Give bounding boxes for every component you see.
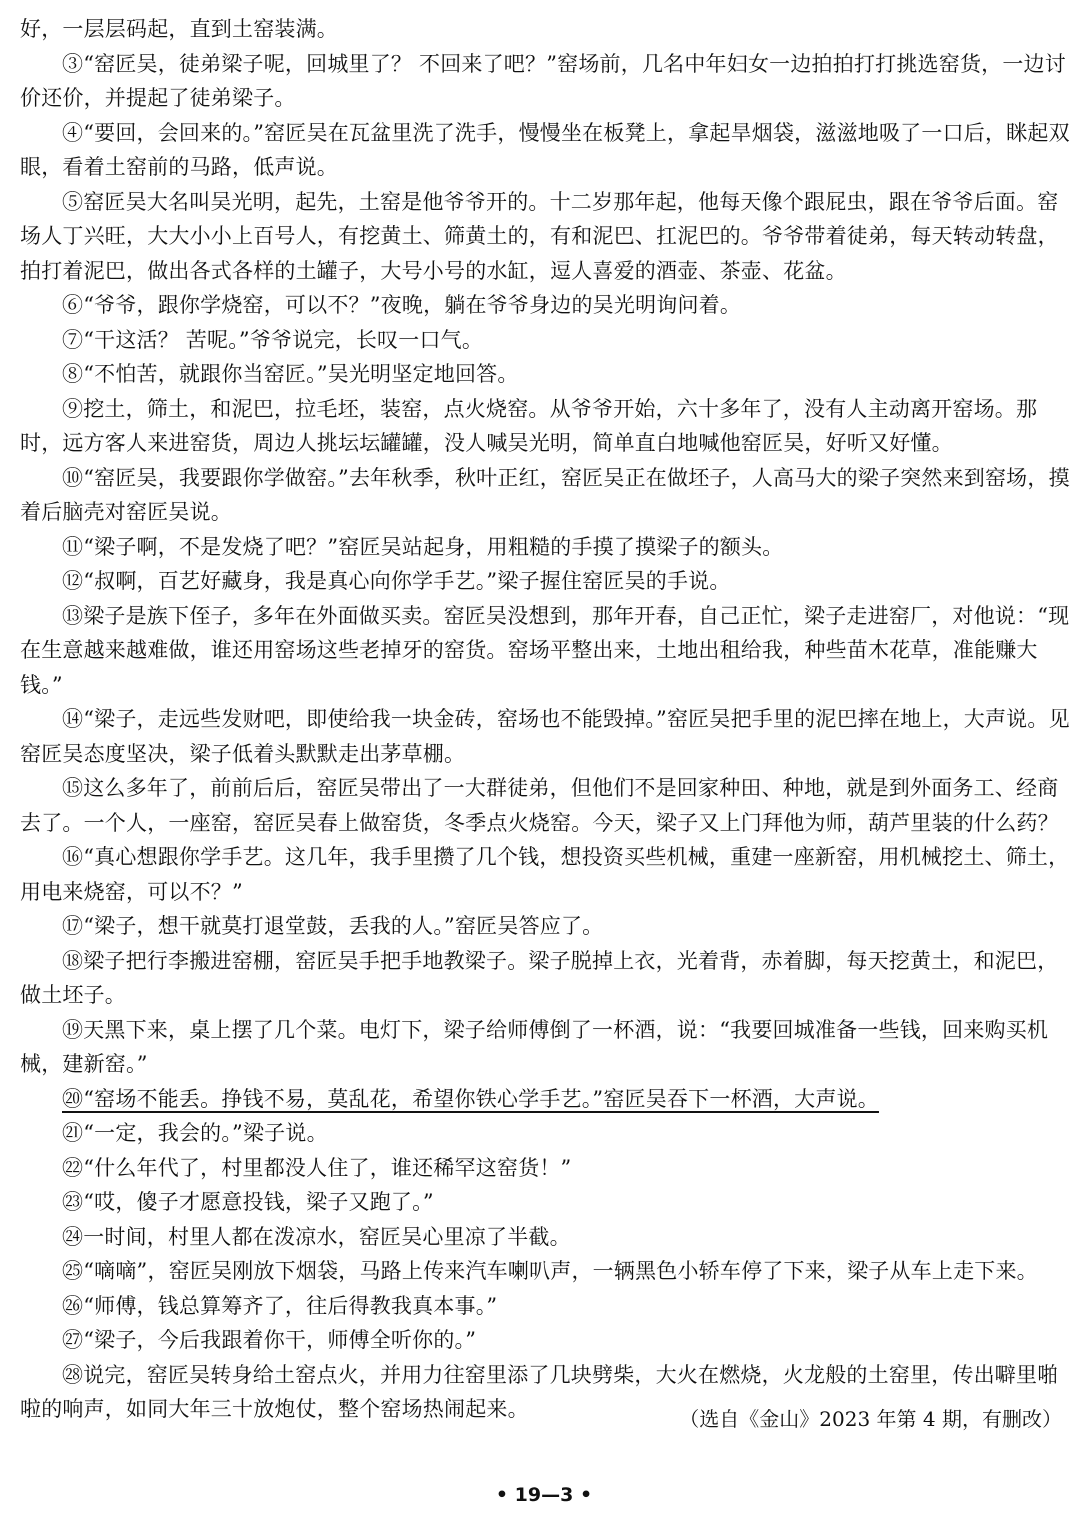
paragraph: [20, 771, 1070, 840]
paragraph-text: ⑥“爷爷，跟你学烧窑，可以不？”夜晚，躺在爷爷身边的吴光明询问着。: [62, 293, 742, 317]
paragraph: [20, 461, 1070, 530]
paragraph-text: ⑫“叔啊，百艺好藏身，我是真心向你学手艺。”梁子握住窑匠吴的手说。: [62, 569, 731, 593]
paragraph: [20, 840, 1070, 909]
paragraph: [20, 288, 1070, 323]
page-number: • 19—3 •: [495, 1484, 593, 1506]
paragraph: [20, 702, 1070, 771]
paragraph: [20, 1151, 1070, 1186]
paragraph-text: ⑪“梁子啊，不是发烧了吧？”窑匠吴站起身，用粗糙的手摸了摸梁子的额头。: [62, 534, 784, 559]
paragraph: [20, 1013, 1070, 1082]
paragraph-text: ㉖“师傅，钱总算筹齐了，往后得教我真本事。”: [62, 1293, 498, 1318]
paragraph-text: ⑱梁子把行李搬进窑棚，窑匠吴手把手地教梁子。梁子脱掉上衣，光着背，赤着脚，每天挖黄土，和泥巴，做土坯子。: [20, 948, 1059, 1007]
paragraph-text: ⑬梁子是族下侄子，多年在外面做买卖。窑匠吴没想到，那年开春，自己正忙，梁子走进窑厂，对他说：“现在生意越来越难做，谁还用窑场这些老掉牙的窑货。窑场平整出来，土地出租给我，种些苗木花草，准能赚大钱。”: [20, 603, 1070, 697]
paragraph-text: ㉑“一定，我会的。”梁子说。: [62, 1121, 328, 1145]
paragraph: [20, 530, 1070, 565]
paragraph: [20, 323, 1070, 358]
paragraph-text: ④“要回，会回来的。”窑匠吴在瓦盆里洗了洗手，慢慢坐在板凳上，拿起旱烟袋，滋滋地吸了一口后，眯起双眼，看着土窑前的马路，低声说。: [20, 120, 1070, 179]
paragraph-text: ㉓“哎，傻子才愿意投钱，梁子又跑了。”: [62, 1190, 434, 1214]
paragraph-text: ⑤窑匠吴大名叫吴光明，起先，土窑是他爷爷开的。十二岁那年起，他每天像个跟屁虫，跟在爷爷后面。窑场人丁兴旺，大大小小上百号人，有挖黄土、筛黄土的，有和泥巴、扛泥巴的。爷爷带着徒弟，每天转动转盘，拍打着泥巴，做出各式各样的土罐子，大号小号的水缸，逗人喜爱的酒壶、茶壶、花盆。: [20, 189, 1059, 283]
paragraph-text: ㉔一时间，村里人都在泼凉水，窑匠吴心里凉了半截。: [62, 1224, 571, 1249]
paragraph: [20, 944, 1070, 1013]
paragraph: [20, 1323, 1070, 1358]
paragraph: [20, 1185, 1070, 1220]
paragraph-text: ㉕“嘀嘀”，窑匠吴刚放下烟袋，马路上传来汽车喇叭声，一辆黑色小轿车停了下来，梁子从车上走下来。: [62, 1259, 1038, 1283]
paragraph-text: ③“窑匠吴，徒弟梁子呢，回城里了？ 不回来了吧？”窑场前，几名中年妇女一边拍拍打打挑选窑货，一边讨价还价，并提起了徒弟梁子。: [20, 51, 1066, 110]
paragraph: [20, 357, 1070, 392]
paragraph-text: ⑦“干这活？ 苦呢。”爷爷说完，长叹一口气。: [62, 327, 484, 352]
paragraph: [20, 1220, 1070, 1255]
paragraph-text: ⑳“窑场不能丢。挣钱不易，莫乱花，希望你铁心学手艺。”窑匠吴吞下一杯酒，大声说。: [62, 1086, 879, 1111]
paragraph: [20, 1289, 1070, 1324]
article-body: [20, 12, 1070, 1427]
paragraph: [20, 1254, 1070, 1289]
paragraph-text: ㉘说完，窑匠吴转身给土窑点火，并用力往窑里添了几块劈柴，大火在燃烧，火龙般的土窑里，传出噼里啪啦的响声，如同大年三十放炮仗，整个窑场热闹起来。: [20, 1362, 1059, 1421]
paragraph: [20, 12, 1070, 47]
paragraph-text: ⑮这么多年了，前前后后，窑匠吴带出了一大群徒弟，但他们不是回家种田、种地，就是到外面务工、经商去了。一个人，一座窑，窑匠吴春上做窑货，冬季点火烧窑。今天，梁子又上门拜他为师，葫芦里装的什么药？: [20, 776, 1059, 835]
paragraph-text: ⑭“梁子，走远些发财吧，即使给我一块金砖，窑场也不能毁掉。”窑匠吴把手里的泥巴摔在地上，大声说。见窑匠吴态度坚决，梁子低着头默默走出茅草棚。: [20, 707, 1070, 766]
paragraph-text: 好，一层层码起，直到土窑装满。: [20, 17, 338, 41]
paragraph: [20, 185, 1070, 289]
paragraph-text: ⑧“不怕苦，就跟你当窑匠。”吴光明坚定地回答。: [62, 362, 519, 386]
paragraph: [20, 909, 1070, 944]
paragraph: [20, 116, 1070, 185]
paragraph-text: ㉒“什么年代了，村里都没人住了，谁还稀罕这窑货！”: [62, 1155, 572, 1180]
paragraph-text: ㉗“梁子，今后我跟着你干，师傅全听你的。”: [62, 1328, 477, 1352]
paragraph-text: ⑰“梁子，想干就莫打退堂鼓，丢我的人。”窑匠吴答应了。: [62, 914, 604, 938]
paragraph: [20, 599, 1070, 703]
paragraph-text: ⑲天黑下来，桌上摆了几个菜。电灯下，梁子给师傅倒了一杯酒，说：“我要回城准备一些钱，回来购买机械，建新窑。”: [20, 1017, 1049, 1076]
paragraph: [20, 1116, 1070, 1151]
paragraph-text: ⑩“窑匠吴，我要跟你学做窑。”去年秋季，秋叶正红，窑匠吴正在做坯子，人高马大的梁子突然来到窑场，摸着后脑壳对窑匠吴说。: [20, 465, 1070, 524]
paragraph: [20, 1082, 1070, 1117]
paragraph: [20, 564, 1070, 599]
paragraph: [20, 392, 1070, 461]
source-citation: （选自《金山》2023 年第 4 期，有删改）: [679, 1407, 1062, 1431]
paragraph-text: ⑨挖土，筛土，和泥巴，拉毛坯，装窑，点火烧窑。从爷爷开始，六十多年了，没有人主动离开窑场。那时，远方客人来进窑货，周边人挑坛坛罐罐，没人喊吴光明，简单直白地喊他窑匠吴，好听又好懂。: [20, 396, 1038, 455]
paragraph-text: ⑯“真心想跟你学手艺。这几年，我手里攒了几个钱，想投资买些机械，重建一座新窑，用机械挖土、筛土，用电来烧窑，可以不？”: [20, 845, 1070, 904]
paragraph: [20, 47, 1070, 116]
